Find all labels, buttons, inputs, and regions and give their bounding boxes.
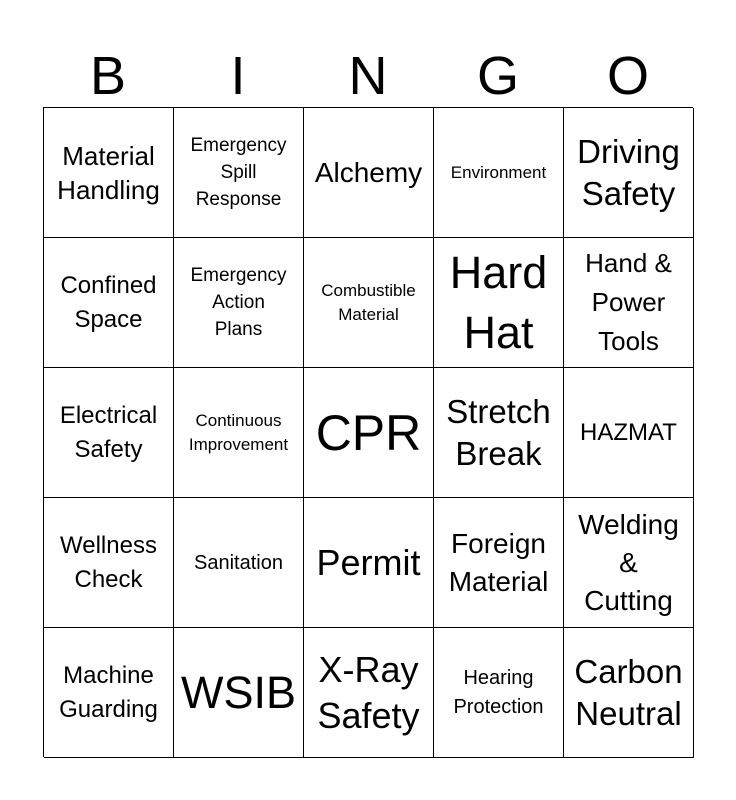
bingo-cell[interactable]	[304, 498, 434, 628]
bingo-cell[interactable]	[44, 628, 174, 758]
cell-label: Carbon Neutral	[574, 652, 683, 732]
cell-label: Sanitation	[194, 551, 283, 574]
cell-label: X-Ray Safety	[317, 648, 420, 736]
bingo-cell[interactable]	[564, 238, 694, 368]
cell-label: WSIB	[180, 666, 296, 718]
bingo-cell[interactable]	[304, 368, 434, 498]
cell-label: Welding & Cutting	[578, 508, 679, 616]
bingo-cell[interactable]	[304, 238, 434, 368]
cell-label: Emergency Spill Response	[190, 135, 287, 210]
bingo-cell[interactable]	[434, 628, 564, 758]
cell-label: Permit	[316, 541, 421, 583]
bingo-cell[interactable]	[174, 498, 304, 628]
header-letter-b: B	[89, 46, 127, 106]
cell-label: CPR	[315, 404, 422, 461]
bingo-cell[interactable]	[434, 108, 564, 238]
cell-label: Electrical Safety	[59, 401, 158, 463]
cell-label: Confined Space	[60, 271, 157, 333]
bingo-cell[interactable]	[44, 238, 174, 368]
bingo-cell[interactable]	[434, 238, 564, 368]
cell-label: Emergency Action Plans	[190, 265, 287, 340]
bingo-cell[interactable]	[44, 108, 174, 238]
header-letter-n: N	[348, 46, 388, 106]
bingo-cell[interactable]	[174, 238, 304, 368]
bingo-cell[interactable]	[564, 498, 694, 628]
bingo-cell[interactable]	[304, 628, 434, 758]
cell-label: Wellness Check	[60, 531, 157, 593]
cell-label: Hearing Protection	[453, 666, 544, 718]
bingo-cell[interactable]	[174, 368, 304, 498]
cell-label: Driving Safety	[577, 132, 680, 212]
cell-label: Alchemy	[314, 156, 423, 188]
bingo-cell[interactable]	[304, 108, 434, 238]
cell-label: HAZMAT	[580, 418, 677, 446]
bingo-grid	[43, 107, 693, 757]
cell-label: Hard Hat	[449, 246, 548, 358]
bingo-cell[interactable]	[174, 108, 304, 238]
cell-label: Combustible Material	[321, 280, 416, 324]
bingo-cell[interactable]	[564, 368, 694, 498]
cell-label: Material Handling	[57, 140, 160, 205]
bingo-cell[interactable]	[564, 108, 694, 238]
cell-label: Continuous Improvement	[188, 410, 289, 454]
bingo-cell[interactable]	[44, 498, 174, 628]
header-letter-i: I	[230, 46, 246, 106]
header-letter-o: O	[606, 46, 649, 106]
cell-label: Machine Guarding	[59, 661, 158, 723]
cell-label: Stretch Break	[446, 392, 551, 472]
bingo-cell[interactable]	[434, 498, 564, 628]
cell-label: Hand & Power Tools	[585, 248, 672, 356]
bingo-cell[interactable]	[434, 368, 564, 498]
bingo-cell[interactable]	[44, 368, 174, 498]
cell-label: Environment	[450, 162, 547, 182]
bingo-header	[43, 44, 693, 108]
header-letter-g: G	[476, 46, 519, 106]
bingo-cell[interactable]	[174, 628, 304, 758]
bingo-cell[interactable]	[564, 628, 694, 758]
cell-label: Foreign Material	[448, 527, 549, 597]
